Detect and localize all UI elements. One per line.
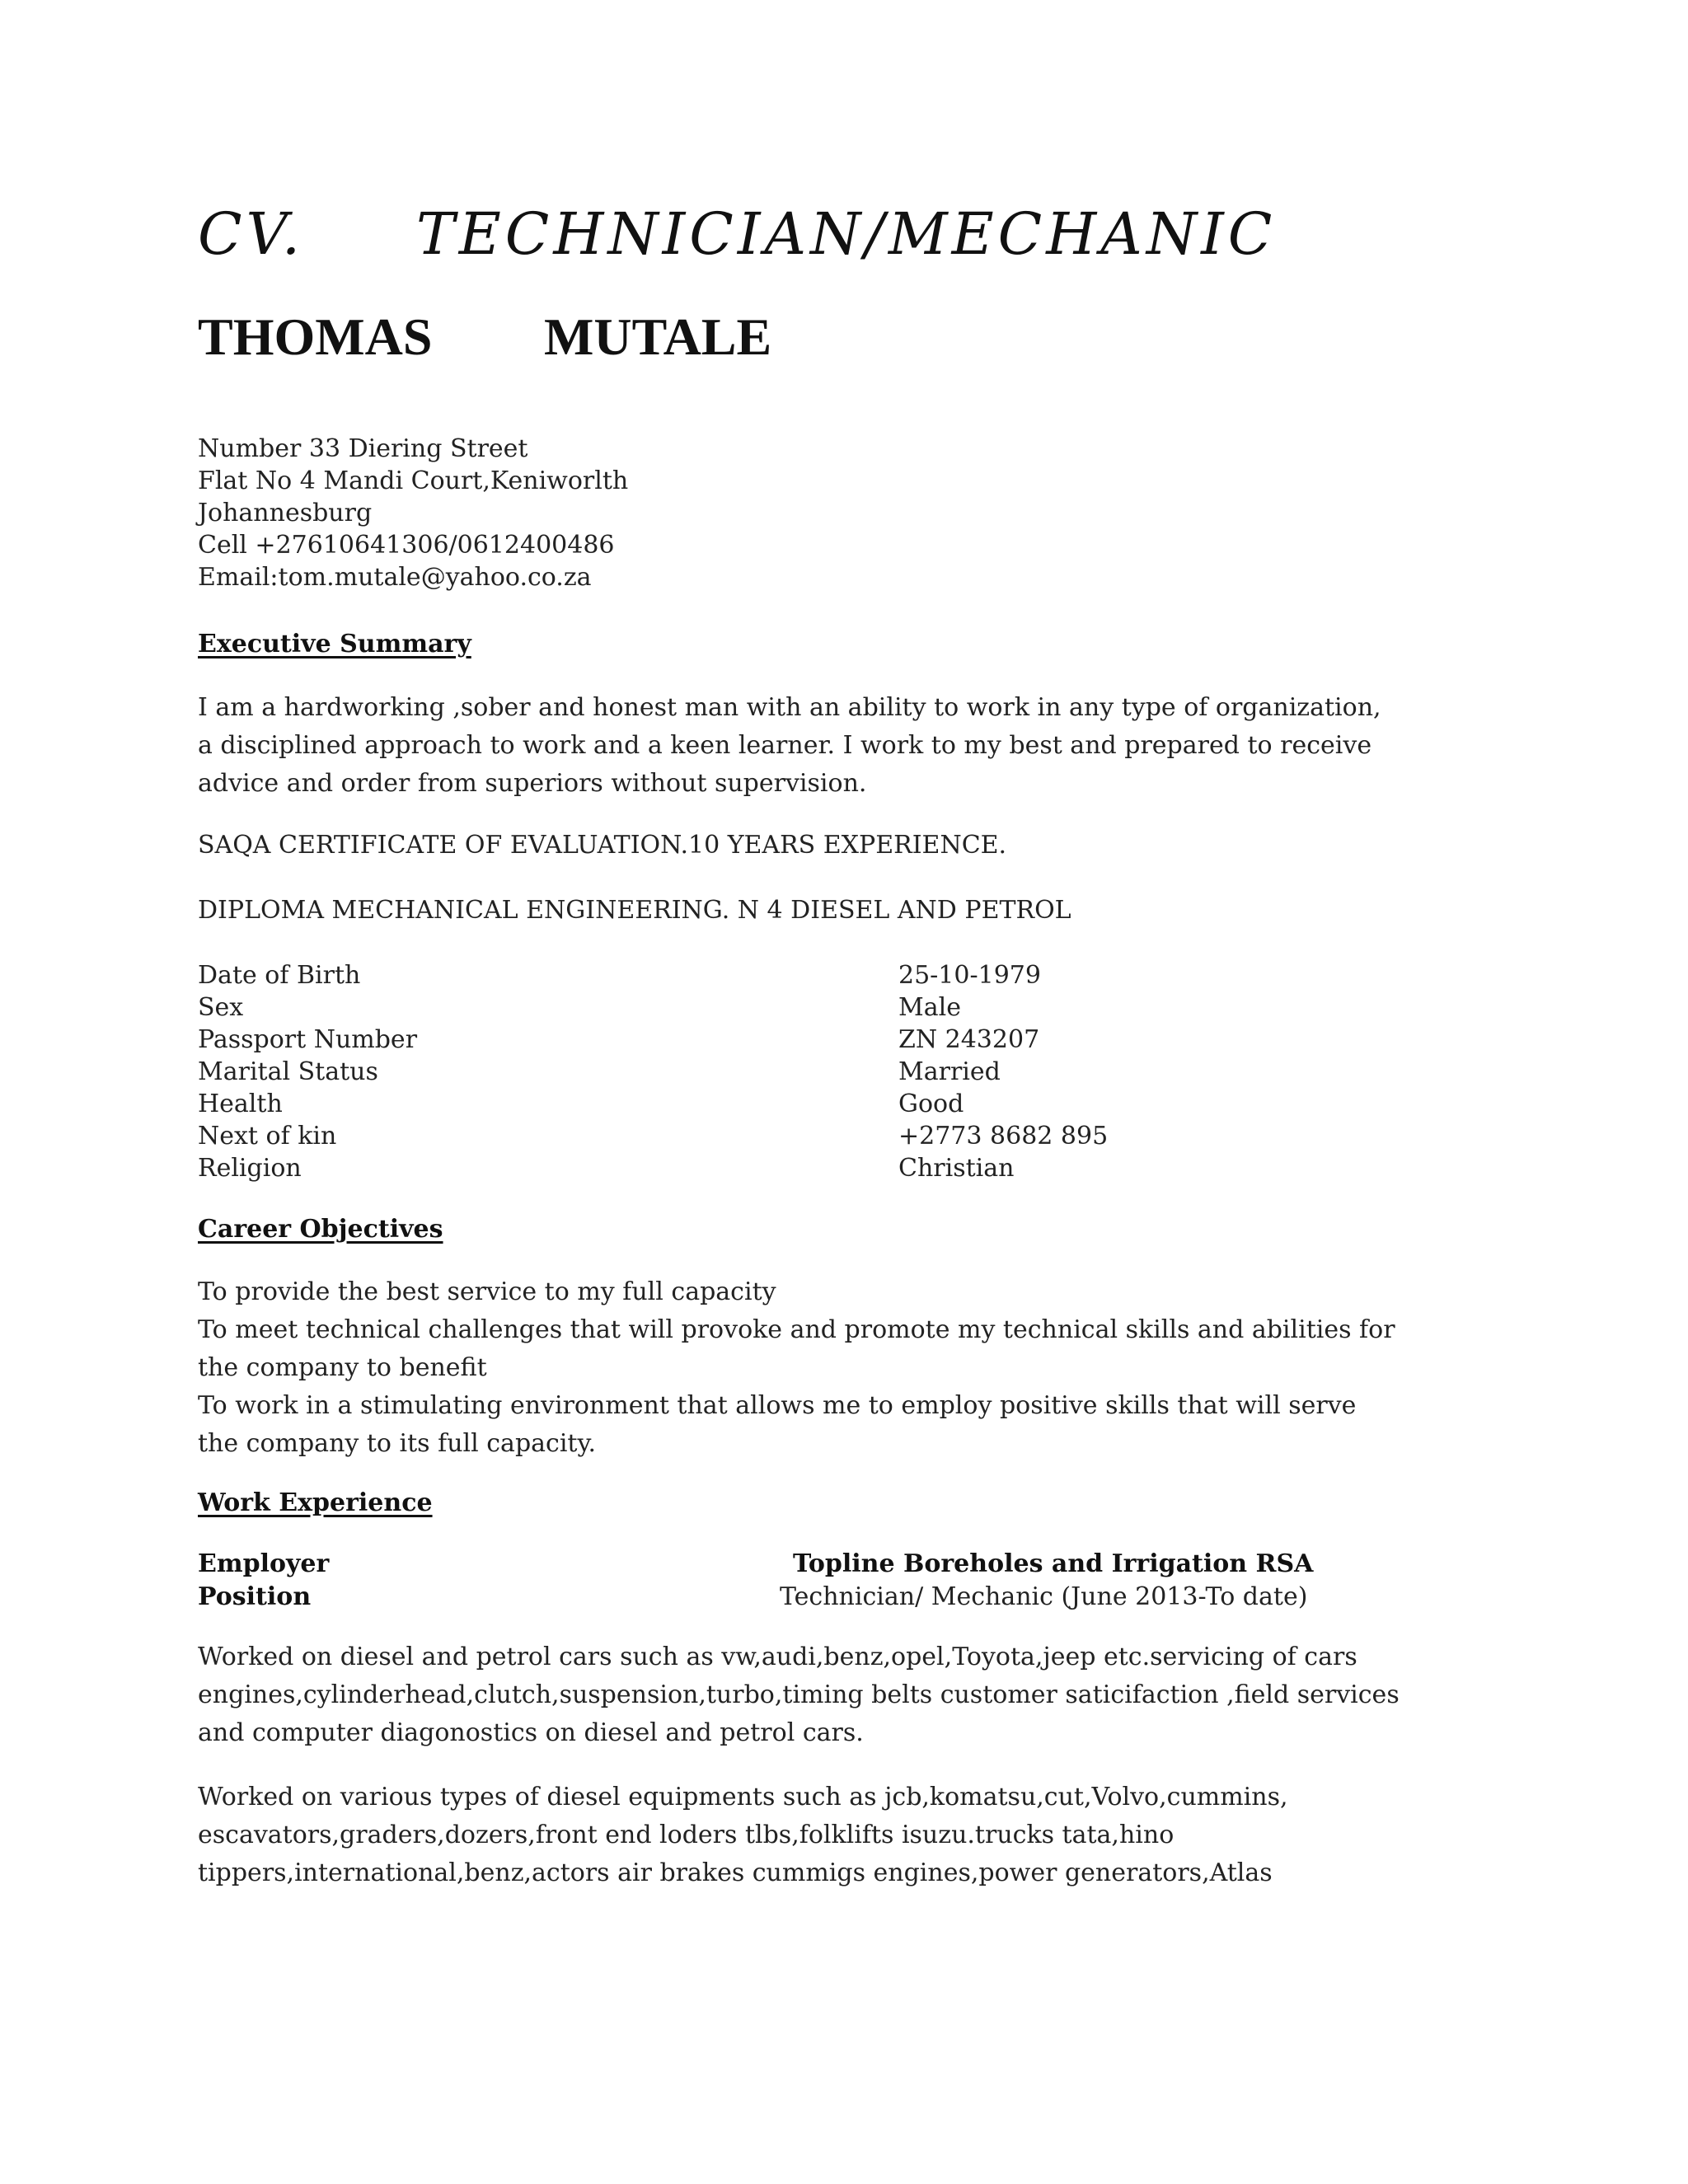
employer-label: Employer [198,1549,330,1578]
detail-value-passport: ZN 243207 [898,1025,1040,1054]
email-line: Email:tom.mutale@yahoo.co.za [198,563,592,592]
detail-value-kin: +2773 8682 895 [898,1122,1109,1151]
detail-label-marital: Marital Status [198,1057,378,1086]
address-line-3: Johannesburg [198,499,373,527]
detail-value-marital: Married [898,1057,1001,1086]
contact-block [198,433,628,593]
cell-line: Cell +27610641306/0612400486 [198,531,615,560]
work-paragraph-2 [198,1779,1288,1892]
work-experience-heading: Work Experience [198,1488,433,1517]
work-line: Worked on various types of diesel equipments such as jcb,komatsu,cut,Volvo,cummins, [198,1783,1288,1811]
diploma-line: DIPLOMA MECHANICAL ENGINEERING. N 4 DIESEL AND PETROL [198,896,1071,925]
career-objectives-text [198,1273,1395,1463]
career-objectives-heading: Career Objectives [198,1215,443,1244]
work-line: escavators,graders,dozers,front end loders tlbs,folklifts isuzu.trucks tata,hino [198,1821,1175,1849]
last-name: MUTALE [544,307,772,366]
objective-line: To meet technical challenges that will provoke and promote my technical skills and abilities for [198,1315,1395,1344]
cv-label: CV. [198,200,305,268]
executive-summary-text [198,689,1381,803]
work-line: and computer diagonostics on diesel and petrol cars. [198,1718,864,1747]
address-line-1: Number 33 Diering Street [198,434,528,463]
summary-line: a disciplined approach to work and a keen learner. I work to my best and prepared to receive [198,731,1372,760]
detail-label-sex: Sex [198,993,244,1022]
work-line: tippers,international,benz,actors air brakes cummigs engines,power generators,Atlas [198,1858,1273,1887]
detail-value-sex: Male [898,993,961,1022]
executive-summary-heading: Executive Summary [198,630,471,658]
position-value: Technician/ Mechanic (June 2013-To date) [780,1582,1308,1611]
summary-line: advice and order from superiors without supervision. [198,769,867,798]
detail-label-health: Health [198,1090,283,1118]
employer-value: Topline Boreholes and Irrigation RSA [793,1549,1314,1578]
work-line: engines,cylinderhead,clutch,suspension,turbo,timing belts customer saticifaction ,field services [198,1680,1400,1709]
saqa-line: SAQA CERTIFICATE OF EVALUATION.10 YEARS EXPERIENCE. [198,831,1007,860]
detail-label-passport: Passport Number [198,1025,418,1054]
summary-line: I am a hardworking ,sober and honest man with an ability to work in any type of organization, [198,693,1381,722]
objective-line: To provide the best service to my full capacity [198,1277,776,1306]
detail-value-dob: 25-10-1979 [898,961,1041,990]
detail-value-health: Good [898,1090,964,1118]
work-line: Worked on diesel and petrol cars such as vw,audi,benz,opel,Toyota,jeep etc.servicing of cars [198,1643,1357,1671]
first-name: THOMAS [198,307,433,366]
detail-label-kin: Next of kin [198,1122,337,1151]
position-label: Position [198,1582,312,1611]
work-paragraph-1 [198,1638,1400,1752]
detail-value-religion: Christian [898,1154,1015,1183]
objective-line: the company to its full capacity. [198,1429,596,1458]
detail-label-dob: Date of Birth [198,961,361,990]
objective-line: To work in a stimulating environment that allows me to employ positive skills that will serve [198,1391,1357,1420]
personal-details-labels [198,959,417,1184]
detail-label-religion: Religion [198,1154,302,1183]
role-title: TECHNICIAN/MECHANIC [416,200,1277,268]
personal-details-values [898,959,1108,1184]
address-line-2: Flat No 4 Mandi Court,Keniworlth [198,466,629,495]
objective-line: the company to benefit [198,1353,487,1382]
